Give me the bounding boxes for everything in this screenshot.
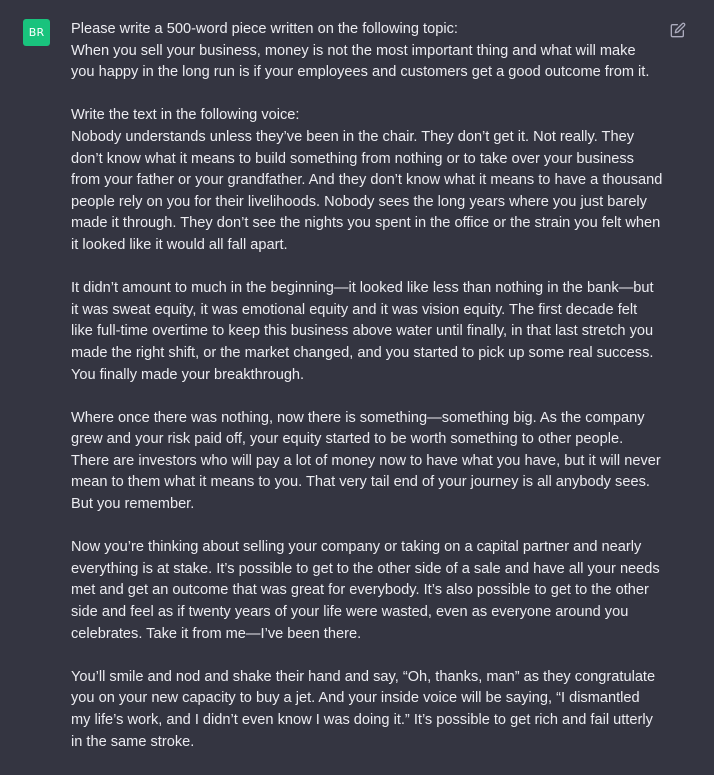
edit-message-button[interactable] <box>670 22 686 38</box>
user-avatar: BR <box>23 19 50 46</box>
message-content <box>71 19 663 775</box>
message-paragraph: You’ll smile and nod and shake their hand and say, “Oh, thanks, man” as they congratulate you on your new capacity to buy a jet. And your inside voice will be saying, “I dismantled my life’s work, and I didn’t even know I was doing it.” It’s possible to get rich and fail utterly in the same stroke. <box>71 668 660 750</box>
edit-icon <box>670 22 686 38</box>
message-paragraph: Please write a 500-word piece written on the following topic: When you sell your business, money is not the most important thing and what will make you happy in the long run is if your employees and customers get a good outcome from it. <box>71 21 650 81</box>
message-paragraph: Now you’re thinking about selling your company or taking on a capital partner and nearly everything is at stake. It’s possible to get to the other side of a sale and have all your needs met and get an outcome that was great for everybody. It’s also possible to get to the other side and feel as if twenty years of your life were wasted, even as everyone around you celebrates. Take it from me—I’ve been there. <box>71 539 664 642</box>
message-paragraph: Where once there was nothing, now there is something—something big. As the company grew and your risk paid off, your equity started to be worth something to other people. There are investors who will pay a lot of money now to have what you have, but it will never mean to them what it means to you. That very tail end of your journey is all anybody sees. But you remember. <box>71 409 665 513</box>
message-paragraph: Write the text in the following voice: Nobody understands unless they’ve been in the chair. They don’t get it. Not really. They don’t know what it means to build something from nothing or to take over your business from your father or your grandfather. And they don’t know what it means to have a thousand people rely on you for their livelihoods. Nobody sees the long years where you just barely made it through. They don’t see the nights you spent in the office or the strain you felt when it looked like it would all fall apart. <box>71 107 663 253</box>
message-paragraph: It didn’t amount to much in the beginning—it looked like less than nothing in the bank—but it was sweat equity, it was emotional equity and it was vision equity. The first decade felt like full-time overtime to keep this business above water until finally, in that last stretch you made the right shift, or the market changed, and you started to pick up some real success. You finally made your breakthrough. <box>71 280 658 383</box>
